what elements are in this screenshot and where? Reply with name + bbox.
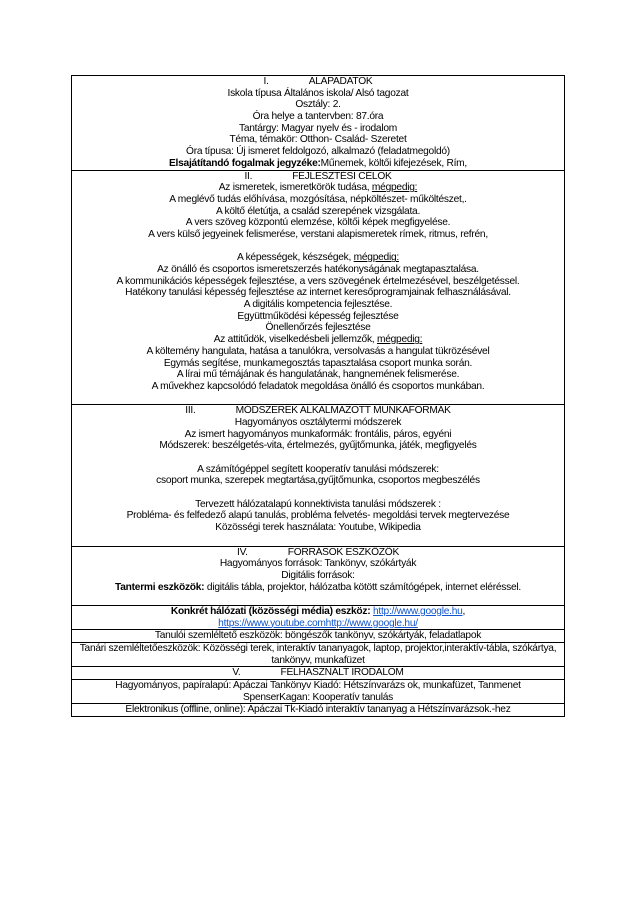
section-basic-data [71, 75, 565, 170]
teacher-tools-cell [71, 642, 565, 666]
section-heading-4: IV. FORRÁSOK ESZKÖZÖK [236, 546, 399, 558]
attitude-item: Egymás segítése, munkamegosztás tapasztalása csoport munka során. [163, 357, 473, 369]
section-heading-5: V. FELHASZNÁLT IRODALOM [232, 667, 404, 679]
network-tools-cell [71, 605, 565, 629]
class-grade: Osztály: 2. [295, 99, 341, 111]
attitude-item: A lírai mű témájának és hangulatának, hangnemének felismerése. [176, 369, 460, 381]
skill-item: Együttműködési képesség fejlesztése [237, 310, 399, 322]
lesson-type: Óra típusa: Új ismeret feldolgozó, alkalmazó (feladatmegoldó) [186, 146, 450, 158]
student-tools: Tanulói szemléltető eszközök: böngészők tankönyv, szókártyák, feladatlapok [154, 630, 482, 642]
school-type: Iskola típusa Általános iskola/ Alsó tagozat [227, 87, 409, 99]
concepts: Elsajátítandó fogalmak jegyzéke:Műnemek, költői kifejezések, Rím, [169, 157, 467, 169]
section-heading-3: III. MÓDSZEREK ALKALMAZOTT MUNKAFORMÁK [185, 405, 451, 417]
resource-item: Hagyományos források: Tankönyv, szókártyák [219, 558, 417, 570]
section-literature-electronic [71, 703, 565, 717]
youtube-link[interactable]: https://www.youtube.comhttp://www.google.hu/ [218, 617, 418, 629]
literature-item: Hagyományos, papíralapú: Apáczai Tankönyv Kiadó: Hétszínvarázs ok, munkafüzet, Tanmenet [115, 680, 521, 692]
section-heading-2: II. FEJLESZTÉSI CÉLOK [244, 170, 392, 182]
method-item: csoport munka, szerepek megtartása,gyűjtőmunka, csoportos megbeszélés [156, 475, 480, 487]
method-item: A számítógéppel segített kooperatív tanulási módszerek: [197, 463, 439, 475]
knowledge-heading: Az ismeretek, ismeretkörök tudása, mégpedig: [218, 182, 418, 194]
attitudes-heading: Az attitűdök, viselkedésbeli jellemzők, mégpedig: [213, 334, 423, 346]
skill-item: Hatékony tanulási képesség fejlesztése az internet keresőprogramjainak felhasználásával. [125, 287, 511, 299]
literature-item: Elektronikus (offline, online): Apáczai Tk-Kiadó interaktív tananyag a Hétszínvarázsok.-hez [125, 704, 511, 716]
knowledge-item: A vers külső jegyeinek felismerése, verstani alapismeretek rímek, ritmus, refrén, [148, 228, 488, 240]
lesson-plan-document [71, 75, 565, 717]
network-tools-line: Konkrét hálózati (közösségi média) eszköz: http://www.google.hu, [170, 605, 466, 617]
skills-heading: A képességek, készségek, mégpedig: [237, 252, 399, 264]
section-development-goals [71, 170, 565, 405]
method-item: Közösségi terek használata: Youtube, Wikipedia [215, 522, 421, 534]
attitude-item: A költemény hangulata, hatása a tanulókra, versolvasás a hangulat tükrözésével [146, 345, 490, 357]
method-item: Hagyományos osztálytermi módszerek [234, 416, 402, 428]
section-literature-heading [71, 666, 565, 679]
google-link[interactable]: http://www.google.hu [372, 605, 463, 617]
section-methods [71, 404, 565, 545]
skill-item: A digitális kompetencia fejlesztése. [243, 299, 393, 311]
network-tools-line [72, 618, 564, 630]
section-resources [71, 546, 565, 605]
knowledge-item: A meglévő tudás előhívása, mozgósítása, népköltészet- műköltészet,. [169, 193, 467, 205]
teacher-tools-cont: tankönyv, munkafüzet [271, 654, 365, 666]
knowledge-item: A vers szöveg központú elemzése, költői képek megfigyelése. [185, 217, 451, 229]
resource-item: Tantermi eszközök: digitális tábla, projektor, hálózatba kötött számítógépek, internet eléréssel. [115, 581, 521, 593]
method-item: Módszerek: beszélgetés-vita, értelmezés, gyűjtőmunka, játék, megfigyelés [159, 440, 477, 452]
teacher-tools: Tanári szemléltetőeszközök: Közösségi terek, interaktív tananyagok, laptop, projektor,interaktív-tábla, szókártya, [79, 643, 557, 654]
student-tools-cell [71, 629, 565, 642]
resource-item: Digitális források: [281, 569, 355, 581]
skill-item: Önellenőrzés fejlesztése [265, 322, 371, 334]
topic: Téma, témakör: Otthon- Család- Szeretet [229, 134, 407, 146]
literature-item: SpenserKagan: Kooperatív tanulás [242, 691, 394, 703]
skill-item: A kommunikációs képességek fejlesztése, a vers szövegének értelmezésével, beszélgetéssel. [116, 275, 520, 287]
subject: Tantárgy: Magyar nyelv és - irodalom [238, 122, 398, 134]
method-item: Az ismert hagyományos munkaformák: frontális, páros, egyéni [184, 428, 452, 440]
method-item: Probléma- és felfedező alapú tanulás, probléma felvetés- megoldási tervek megtervezése [126, 510, 510, 522]
knowledge-item: A költő életútja, a család szerepének vizsgálata. [215, 205, 421, 217]
lesson-position: Óra helye a tantervben: 87.óra [252, 111, 384, 123]
section-literature [71, 679, 565, 703]
skill-item: Az önálló és csoportos ismeretszerzés hatékonyságának megtapasztalása. [157, 264, 479, 275]
attitude-item: A művekhez kapcsolódó feladatok megoldása önálló és csoportos munkában. [151, 380, 485, 392]
section-heading-1: I. ALAPADATOK [263, 76, 373, 87]
method-item: Tervezett hálózatalapú konnektivista tanulási módszerek : [195, 498, 441, 510]
